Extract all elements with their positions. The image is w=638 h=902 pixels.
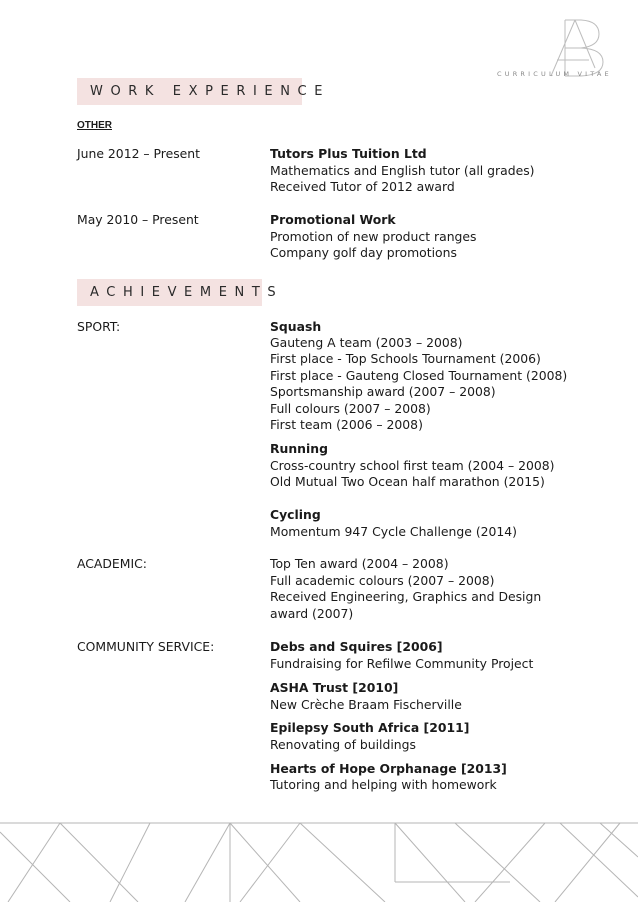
work-entry-line: Company golf day promotions [270, 245, 457, 260]
work-entry-line: Mathematics and English tutor (all grades) [270, 163, 535, 178]
sport-group-title: Cycling [270, 507, 321, 522]
sport-line: Cross-country school first team (2004 – 2008) [270, 458, 555, 473]
community-line: Renovating of buildings [270, 737, 416, 752]
work-entry-date: May 2010 – Present [77, 212, 199, 227]
sport-line: First team (2006 – 2008) [270, 417, 423, 432]
sport-group-title: Squash [270, 319, 322, 334]
sport-line: Gauteng A team (2003 – 2008) [270, 335, 463, 350]
geometric-footer-pattern [0, 822, 638, 902]
community-group-title: Hearts of Hope Orphanage [2013] [270, 761, 507, 776]
curriculum-vitae-caption: CURRICULUM VITAE [497, 70, 612, 78]
sport-line: Momentum 947 Cycle Challenge (2014) [270, 524, 518, 539]
sport-line: Old Mutual Two Ocean half marathon (2015) [270, 474, 545, 489]
sport-line: First place - Top Schools Tournament (2006) [270, 351, 541, 366]
sport-line: Sportsmanship award (2007 – 2008) [270, 384, 496, 399]
other-subheading: OTHER [77, 120, 112, 131]
community-group-title: ASHA Trust [2010] [270, 680, 399, 695]
work-experience-heading: WORK EXPERIENCE [77, 78, 302, 105]
sport-group-title: Running [270, 441, 328, 456]
sport-line: Full colours (2007 – 2008) [270, 401, 431, 416]
work-entry-line: Received Tutor of 2012 award [270, 179, 455, 194]
community-line: Tutoring and helping with homework [270, 777, 497, 792]
work-entry-line: Promotion of new product ranges [270, 229, 477, 244]
academic-line: award (2007) [270, 606, 354, 621]
sport-label: SPORT: [77, 319, 121, 334]
community-line: Fundraising for Refilwe Community Project [270, 656, 534, 671]
achievements-heading: ACHIEVEMENTS [77, 279, 262, 306]
academic-line: Received Engineering, Graphics and Design [270, 589, 542, 604]
community-group-title: Debs and Squires [2006] [270, 639, 443, 654]
academic-label: ACADEMIC: [77, 556, 147, 571]
community-group-title: Epilepsy South Africa [2011] [270, 720, 470, 735]
work-entry-title: Tutors Plus Tuition Ltd [270, 146, 427, 161]
academic-line: Top Ten award (2004 – 2008) [270, 556, 449, 571]
work-entry-date: June 2012 – Present [77, 146, 201, 161]
sport-line: First place - Gauteng Closed Tournament (2008) [270, 368, 568, 383]
work-entry-title: Promotional Work [270, 212, 396, 227]
community-service-label: COMMUNITY SERVICE: [77, 639, 215, 654]
academic-line: Full academic colours (2007 – 2008) [270, 573, 495, 588]
community-line: New Crèche Braam Fischerville [270, 697, 462, 712]
